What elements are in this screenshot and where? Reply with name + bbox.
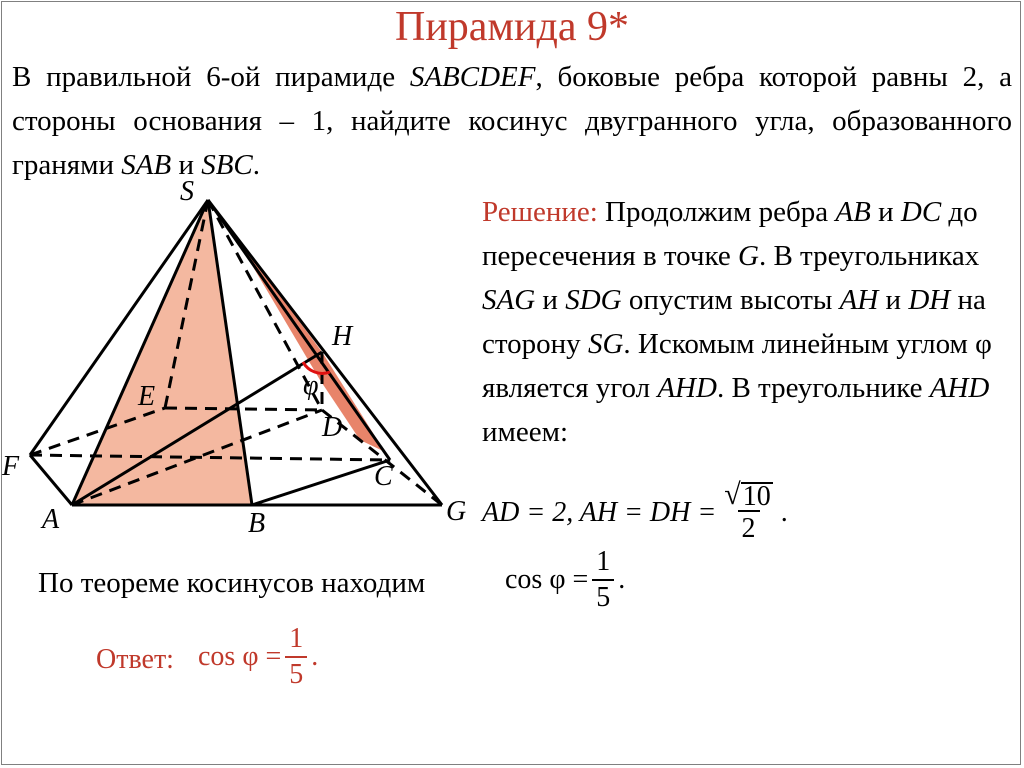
problem-text-1: В правильной 6-ой пирамиде bbox=[12, 61, 410, 93]
solution-text-11: имеем: bbox=[482, 416, 569, 448]
edge-ed-hidden bbox=[165, 408, 322, 410]
label-g: G bbox=[446, 496, 467, 527]
sqrt-sign: √ bbox=[724, 478, 741, 511]
solution-point-g: G bbox=[738, 240, 759, 272]
answer-lhs: cos φ = bbox=[198, 641, 282, 672]
solution-triangle-3: AHD bbox=[929, 372, 990, 404]
pyramid-diagram bbox=[0, 175, 480, 545]
solution-text-7: и bbox=[878, 284, 909, 316]
answer-end: . bbox=[311, 641, 319, 672]
solution-label: Решение: bbox=[482, 196, 598, 228]
solution-height-1: AH bbox=[839, 284, 879, 316]
formula-lengths-end: . bbox=[780, 497, 788, 528]
answer-label: Ответ: bbox=[96, 644, 174, 675]
solution-text bbox=[482, 190, 1012, 454]
solution-edge-1: AB bbox=[835, 196, 871, 228]
answer-formula bbox=[198, 622, 318, 692]
solution-height-2: DH bbox=[908, 284, 951, 316]
label-d: D bbox=[322, 412, 343, 443]
solution-text-1: Продолжим ребра bbox=[597, 196, 836, 228]
problem-text-4: . bbox=[252, 149, 261, 181]
slide-title: Пирамида 9* bbox=[394, 4, 629, 50]
label-b: B bbox=[248, 508, 266, 539]
problem-pyramid-name: SABCDEF bbox=[409, 61, 536, 93]
face-sab-shading bbox=[72, 200, 252, 505]
formula-numerator: 10 bbox=[742, 481, 771, 512]
solution-text-6: опустим высоты bbox=[621, 284, 840, 316]
solution-angle: AHD bbox=[657, 372, 717, 404]
solution-triangle-2: SDG bbox=[565, 284, 622, 316]
answer-numerator: 1 bbox=[289, 623, 304, 654]
solution-text-10: . В треугольнике bbox=[716, 372, 930, 404]
solution-text-4: . В треугольниках bbox=[758, 240, 980, 272]
label-h: H bbox=[332, 321, 353, 352]
solution-side: SG bbox=[587, 328, 624, 360]
label-s: S bbox=[180, 176, 194, 207]
label-a: A bbox=[42, 504, 60, 535]
problem-text-3: и bbox=[171, 149, 202, 181]
label-phi: φ bbox=[303, 370, 319, 401]
formula-sqrt bbox=[720, 480, 776, 510]
edge-fa bbox=[30, 455, 72, 505]
solution-edge-2: DC bbox=[900, 196, 942, 228]
solution-text-2: и bbox=[870, 196, 901, 228]
label-c: C bbox=[374, 461, 393, 492]
formula-cosine-denominator: 5 bbox=[592, 579, 614, 615]
formula-cosine bbox=[505, 545, 625, 615]
problem-face-2: SBC bbox=[201, 149, 253, 181]
label-e: E bbox=[138, 381, 156, 412]
formula-lengths-lhs: AD = 2, AH = DH = bbox=[482, 497, 717, 528]
edge-bc bbox=[252, 460, 390, 505]
formula-cosine-lhs: cos φ = bbox=[505, 564, 589, 595]
problem-statement bbox=[12, 55, 1012, 187]
formula-cosine-fraction bbox=[592, 545, 614, 615]
solution-text-3: до пересечения в точке bbox=[482, 196, 978, 272]
formula-cosine-end: . bbox=[618, 564, 626, 595]
solution-triangle-1: SAG bbox=[482, 284, 536, 316]
solution-text-5: и bbox=[535, 284, 566, 316]
answer-denominator: 5 bbox=[285, 656, 307, 692]
answer-fraction bbox=[285, 622, 307, 692]
problem-text-2: , боковые ребра которой равны 2, а стороны основания – 1, найдите косинус двугранного угла, образованного гранями bbox=[12, 61, 1012, 181]
formula-lengths bbox=[482, 480, 788, 546]
formula-lengths-fraction bbox=[720, 480, 776, 546]
cosine-theorem-text: По теореме косинусов находим bbox=[38, 567, 426, 599]
solution-text-9: . Искомым линейным углом φ является угол bbox=[482, 328, 992, 404]
formula-cosine-numerator: 1 bbox=[596, 546, 611, 577]
solution-text-8: на сторону bbox=[482, 284, 986, 360]
label-f: F bbox=[2, 451, 20, 482]
problem-face-1: SAB bbox=[121, 149, 172, 181]
formula-denominator: 2 bbox=[738, 510, 760, 546]
